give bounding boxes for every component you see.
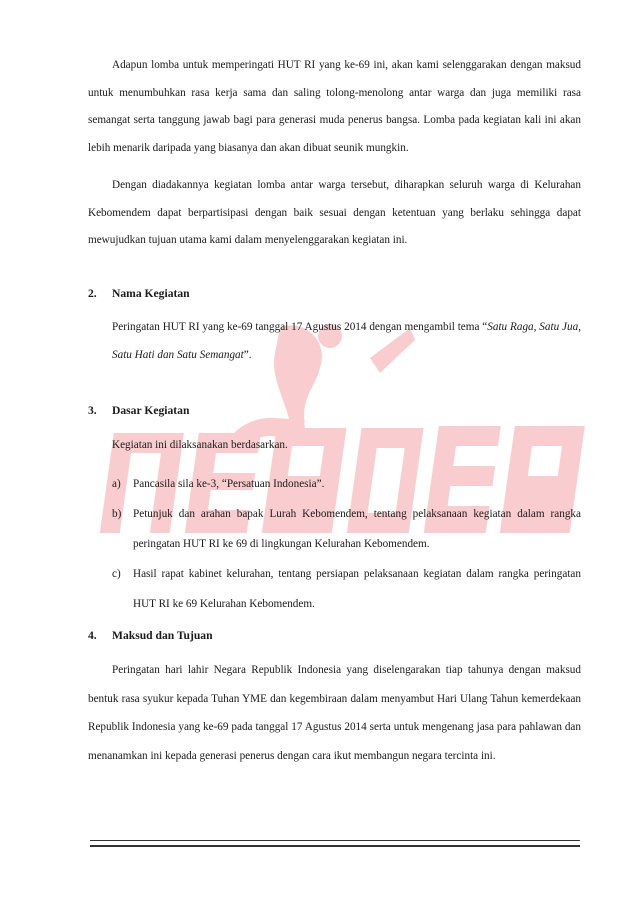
list-item-text: Hasil rapat kabinet kelurahan, tentang persiapan pelaksanaan kegiatan dalam rangka peringatan HUT RI ke 69 Kelurahan Kebomendem. [133, 568, 581, 610]
section-3-list [88, 469, 581, 619]
section-3-title: Dasar Kegiatan [112, 404, 190, 417]
list-item-text: Pancasila sila ke-3, “Persatuan Indonesia”. [133, 478, 325, 490]
section-2-title: Nama Kegiatan [112, 287, 190, 300]
footer-double-rule [90, 840, 580, 847]
section-4-heading [88, 629, 581, 642]
section-2-text-after: ”. [243, 348, 252, 361]
intro-paragraph-2-text: Dengan diadakannya kegiatan lomba antar warga tersebut, diharapkan seluruh warga di Kelurahan Kebomendem dapat berpartisipasi dengan baik sesuai dengan ketentuan yang berlaku sehingga dapat mewujudkan tujuan utama kami dalam menyelenggarakan kegiatan ini. [88, 179, 581, 246]
list-item-marker: a) [112, 478, 121, 490]
list-item-text: Petunjuk dan arahan bapak Lurah Kebomendem, tentang pelaksanaan kegiatan dalam rangka peringatan HUT RI ke 69 di lingkungan Kelurahan Kebomendem. [133, 508, 581, 550]
section-3-number: 3. [88, 404, 97, 417]
section-3-heading [88, 404, 581, 417]
list-item [112, 469, 581, 499]
intro-paragraph-2 [88, 172, 581, 255]
list-item [112, 559, 581, 619]
section-2 [88, 287, 581, 369]
section-2-number: 2. [88, 287, 97, 300]
list-item-marker: b) [112, 508, 122, 520]
section-4-number: 4. [88, 629, 97, 642]
section-4-text: Peringatan hari lahir Negara Republik Indonesia yang diselengarakan tiap tahunya dengan maksud bentuk rasa syukur kepada Tuhan YME dan kegembiraan dalam menyambut Hari Ulang Tahun kemerdekaan Republik Indonesia yang ke-69 pada tanggal 17 Agustus 2014 serta untuk mengenang jasa para pahlawan dan menanamkan ini kepada generasi penerus dengan cara ikut membangun negara tercinta ini. [88, 664, 581, 762]
section-2-text [88, 314, 581, 369]
list-item [112, 499, 581, 559]
intro-paragraph-1 [88, 52, 581, 162]
section-2-heading [88, 287, 581, 300]
section-3 [88, 404, 581, 619]
section-2-theme: Satu Raga, Satu Jua, Satu Hati dan Satu Semangat [112, 321, 581, 361]
section-3-intro: Kegiatan ini dilaksanakan berdasarkan. [112, 439, 288, 451]
section-4-title: Maksud dan Tujuan [112, 629, 213, 642]
section-2-text-before: Peringatan HUT RI yang ke-69 tanggal 17 Agustus 2014 dengan mengambil tema “ [112, 321, 488, 333]
intro-paragraph-1-text: Adapun lomba untuk memperingati HUT RI yang ke-69 ini, akan kami selenggarakan dengan maksud untuk menumbuhkan rasa kerja sama dan saling tolong-menolong antar warga dan juga memiliki rasa semangat serta tanggung jawab bagi para generasi muda penerus bangsa. Lomba pada kegiatan kali ini akan lebih menarik daripada yang biasanya dan akan dibuat seunik mungkin. [88, 59, 581, 154]
section-4 [88, 629, 581, 770]
list-item-marker: c) [112, 568, 121, 580]
